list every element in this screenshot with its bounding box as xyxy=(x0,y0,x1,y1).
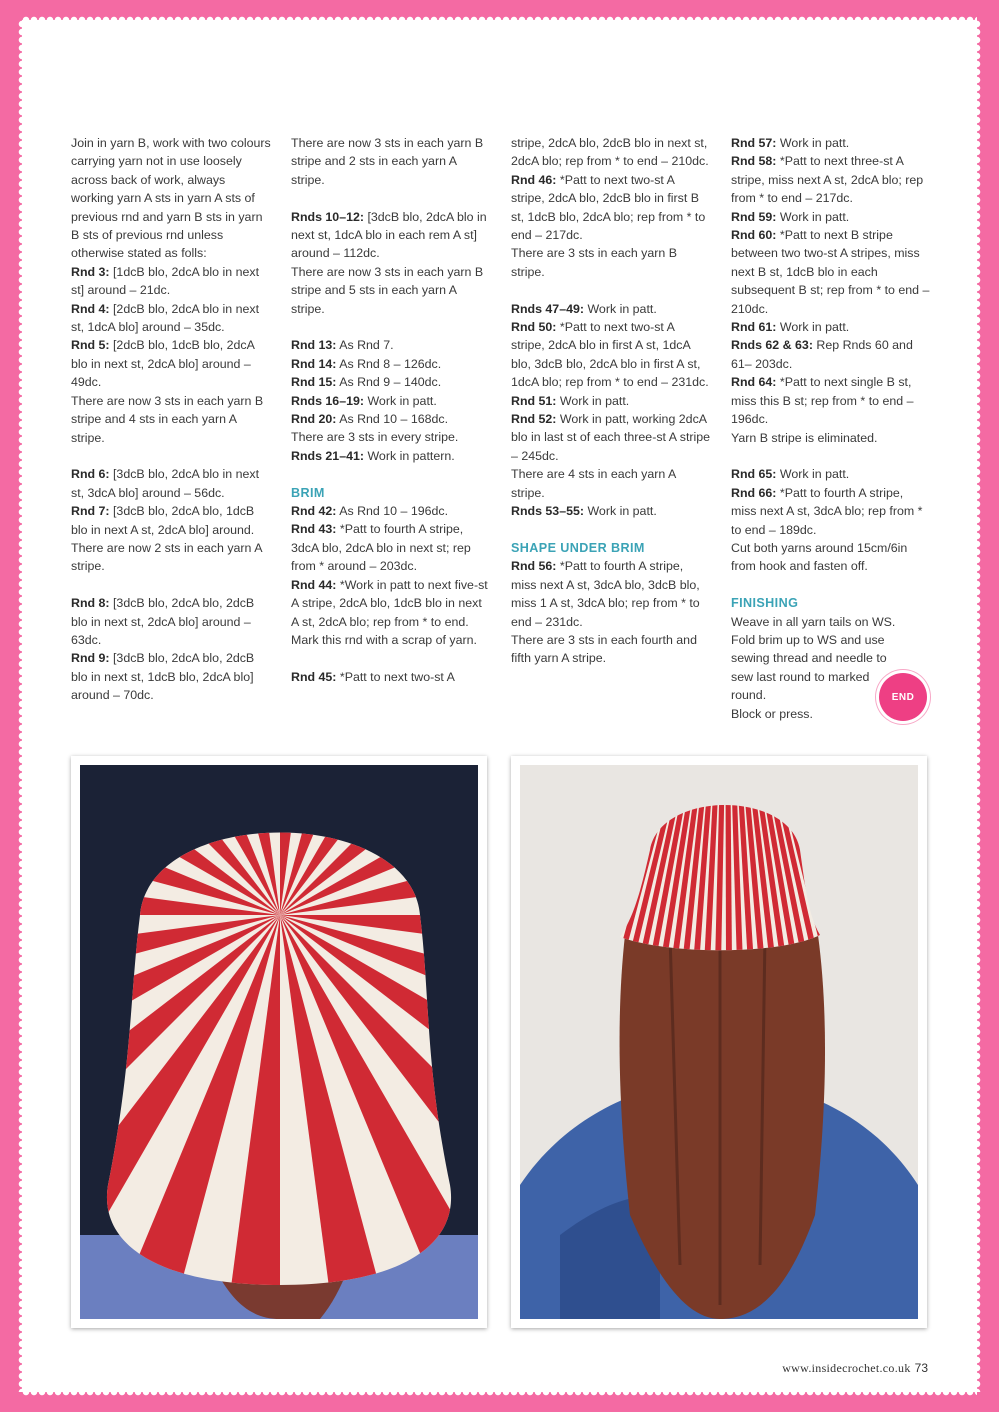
pattern-column-1 xyxy=(71,134,271,705)
brim-heading: BRIM xyxy=(291,485,325,500)
stripe-note: There are 3 sts in each fourth and fifth yarn A stripe. xyxy=(511,632,697,666)
stripe-note: There are 3 sts in each yarn B stripe. xyxy=(511,246,677,279)
scalloped-border-left xyxy=(18,20,26,1392)
round-6: Rnd 6: [3dcB blo, 2dcA blo in next st, 3dcA blo] around – 56dc. xyxy=(71,467,260,500)
marker-note: Mark this rnd with a scrap of yarn. xyxy=(291,632,477,647)
stripe-note: Yarn B stripe is eliminated. xyxy=(731,430,878,445)
scalloped-border-bottom xyxy=(22,1388,977,1396)
rounds-53-55: Rnds 53–55: Work in patt. xyxy=(511,504,657,519)
finishing-step-1: Weave in all yarn tails on WS. xyxy=(731,614,896,629)
stripe-note: There are now 3 sts in each yarn B stripe and 5 sts in each yarn A stripe. xyxy=(291,264,484,316)
round-44: Rnd 44: *Work in patt to next five-st A stripe, 2dcA blo, 1dcB blo in next A st, 2dcA blo; rep from * to end. xyxy=(291,577,488,629)
round-50: Rnd 50: *Patt to next two-st A stripe, 2dcA blo in first A st, 1dcA blo, 3dcB blo, 2dcA blo in first A st, 1dcA blo; rep from * to end – 231dc. xyxy=(511,320,709,390)
website-url: www.insidecrochet.co.uk xyxy=(782,1361,911,1375)
round-14: Rnd 14: As Rnd 8 – 126dc. xyxy=(291,356,442,371)
round-46: Rnd 46: *Patt to next two-st A stripe, 2dcA blo, 2dcB blo in first B st, 1dcB blo, 2dcA blo; rep from * to end – 217dc. xyxy=(511,172,706,243)
round-56: Rnd 56: *Patt to fourth A stripe, miss next A st, 3dcA blo, 3dcB blo, miss 1 A st, 3dcA blo; rep from * to end – 231dc. xyxy=(511,559,700,629)
round-42: Rnd 42: As Rnd 10 – 196dc. xyxy=(291,504,449,519)
stripe-note: There are now 3 sts in each yarn B stripe and 4 sts in each yarn A stripe. xyxy=(71,393,264,445)
round-8: Rnd 8: [3dcB blo, 2dcA blo, 2dcB blo in next st, 2dcA blo] around – 63dc. xyxy=(71,596,255,647)
intro-text: Join in yarn B, work with two colours carrying yarn not in use loosely across back of work, always working yarn A sts in yarn A sts of previous rnd and yarn B sts in yarn B sts of previous rnd unless otherwise stated as folls: xyxy=(71,136,271,261)
round-15: Rnd 15: As Rnd 9 – 140dc. xyxy=(291,375,442,390)
round-61: Rnd 61: Work in patt. xyxy=(731,320,850,335)
rounds-47-49: Rnds 47–49: Work in patt. xyxy=(511,301,657,316)
photo-hat-crown xyxy=(71,756,487,1328)
rounds-21-41: Rnds 21–41: Work in pattern. xyxy=(291,448,455,463)
pattern-column-4 xyxy=(731,134,931,723)
stripe-note: There are now 3 sts in each yarn B stripe and 2 sts in each yarn A stripe. xyxy=(291,136,484,187)
end-badge: END xyxy=(879,673,927,721)
hat-back-illustration xyxy=(520,765,918,1319)
hat-crown-illustration xyxy=(80,765,478,1319)
stripe-note: There are 4 sts in each yarn A stripe. xyxy=(511,467,676,500)
pattern-column-3 xyxy=(511,134,711,668)
round-57: Rnd 57: Work in patt. xyxy=(731,136,850,150)
hat-crown-image xyxy=(80,765,478,1319)
round-60: Rnd 60: *Patt to next B stripe between two two-st A stripes, miss next B st, 1dcB blo in each subsequent B st; rep from * to end – 210dc. xyxy=(731,228,930,316)
round-65: Rnd 65: Work in patt. xyxy=(731,467,850,482)
rounds-10-12: Rnds 10–12: [3dcB blo, 2dcA blo in next st, 1dcA blo in each rem A st] around – 112dc. xyxy=(291,209,487,261)
round-45: Rnd 45: *Patt to next two-st A xyxy=(291,669,455,684)
round-13: Rnd 13: As Rnd 7. xyxy=(291,338,394,353)
round-5: Rnd 5: [2dcB blo, 1dcB blo, 2dcA blo in next st, 2dcA blo] around – 49dc. xyxy=(71,338,255,390)
rounds-62-63: Rnds 62 & 63: Rep Rnds 60 and 61– 203dc. xyxy=(731,338,913,371)
pattern-column-2 xyxy=(291,134,491,686)
hat-back-image xyxy=(520,765,918,1319)
stripe-note: There are now 2 sts in each yarn A stripe. xyxy=(71,540,262,574)
shape-under-brim-heading: SHAPE UNDER BRIM xyxy=(511,540,645,555)
finishing-step-3: Block or press. xyxy=(731,706,813,721)
round-51: Rnd 51: Work in patt. xyxy=(511,393,630,408)
round-7: Rnd 7: [3dcB blo, 2dcA blo, 1dcB blo in next A st, 2dcA blo] around. xyxy=(71,504,255,537)
finishing-step-2: Fold brim up to WS and use sewing thread and needle to sew last round to marked round. xyxy=(731,632,887,703)
round-66: Rnd 66: *Patt to fourth A stripe, miss next A st, 3dcA blo; rep from * to end – 189dc. xyxy=(731,485,923,537)
round-45-continued: stripe, 2dcA blo, 2dcB blo in next st, 2dcA blo; rep from * to end – 210dc. xyxy=(511,136,709,169)
rounds-16-19: Rnds 16–19: Work in patt. xyxy=(291,393,437,408)
page-number: 73 xyxy=(914,1361,928,1375)
round-3: Rnd 3: [1dcB blo, 2dcA blo in next st] around – 21dc. xyxy=(71,264,260,298)
finishing-heading: FINISHING xyxy=(731,596,799,611)
scalloped-border-top xyxy=(22,16,977,24)
page-footer xyxy=(700,1361,928,1376)
round-43: Rnd 43: *Patt to fourth A stripe, 3dcA blo, 2dcA blo in next st; rep from * around – 203dc. xyxy=(291,522,471,574)
round-20: Rnd 20: As Rnd 10 – 168dc. xyxy=(291,412,449,427)
stripe-note: There are 3 sts in every stripe. xyxy=(291,430,459,445)
fasten-off-note: Cut both yarns around 15cm/6in from hook and fasten off. xyxy=(731,540,908,574)
round-58: Rnd 58: *Patt to next three-st A stripe, miss next A st, 2dcA blo; rep from * to end – 217dc. xyxy=(731,154,924,206)
round-64: Rnd 64: *Patt to next single B st, miss this B st; rep from * to end – 196dc. xyxy=(731,375,914,427)
scalloped-border-right xyxy=(973,20,981,1392)
round-52: Rnd 52: Work in patt, working 2dcA blo in last st of each three-st A stripe – 245dc. xyxy=(511,412,711,463)
photo-hat-back xyxy=(511,756,927,1328)
round-59: Rnd 59: Work in patt. xyxy=(731,209,850,224)
round-4: Rnd 4: [2dcB blo, 2dcA blo in next st, 1dcA blo] around – 35dc. xyxy=(71,301,260,335)
round-9: Rnd 9: [3dcB blo, 2dcA blo, 2dcB blo in next st, 1dcB blo, 2dcA blo] around – 70dc. xyxy=(71,651,255,703)
